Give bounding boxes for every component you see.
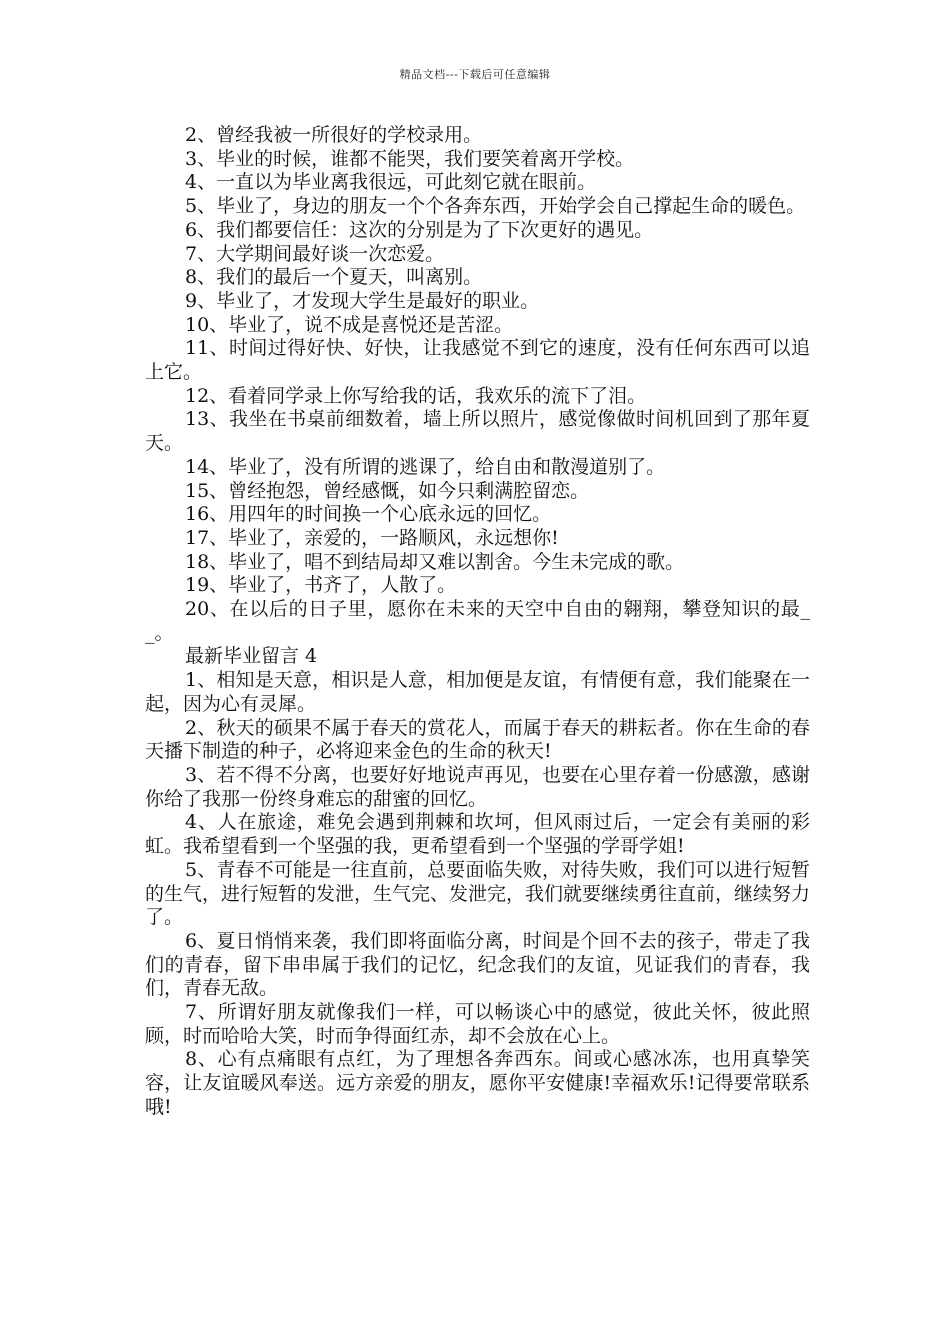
paragraph: 16、用四年的时间换一个心底永远的回忆。 [185,503,552,526]
paragraph: 7、大学期间最好谈一次恋爱。 [185,242,445,265]
paragraph: 7、所谓好朋友就像我们一样，可以畅谈心中的感觉，彼此关怀，彼此照顾，时而哈哈大笑，时而争得面红赤，却不会放在心上。 [145,1001,810,1047]
paragraph: 5、毕业了，身边的朋友一个个各奔东西，开始学会自己撑起生命的暖色。 [185,195,806,218]
paragraph: 18、毕业了，唱不到结局却又难以割舍。今生未完成的歌。 [185,550,685,573]
paragraph: 8、心有点痛眼有点红，为了理想各奔西东。间或心感冰冻，也用真挚笑容，让友谊暖风奉送。远方亲爱的朋友，愿你平安健康!幸福欢乐!记得要常联系哦! [145,1048,810,1118]
paragraph: 10、毕业了，说不成是喜悦还是苦涩。 [185,313,514,336]
paragraph: 3、毕业的时候，谁都不能哭，我们要笑着离开学校。 [185,147,635,170]
paragraph: 15、曾经抱怨，曾经感慨，如今只剩满腔留恋。 [185,479,590,502]
paragraph: 12、看着同学录上你写给我的话，我欢乐的流下了泪。 [185,384,647,407]
paragraph: 17、毕业了，亲爱的，一路顺风，永远想你! [185,526,559,549]
page-header: 精品文档---下载后可任意编辑 [399,68,551,81]
paragraph: 6、夏日悄悄来袭，我们即将面临分离，时间是个回不去的孩子，带走了我们的青春，留下串串属于我们的记忆，纪念我们的友谊，见证我们的青春，我们，青春无敌。 [145,929,810,1000]
paragraph: 4、人在旅途，难免会遇到荆棘和坎坷，但风雨过后，一定会有美丽的彩虹。我希望看到一个坚强的我，更希望看到一个坚强的学哥学姐! [145,811,810,858]
paragraph: 3、若不得不分离，也要好好地说声再见，也要在心里存着一份感激，感谢你给了我那一份终身难忘的甜蜜的回忆。 [145,763,810,810]
paragraph: 6、我们都要信任：这次的分别是为了下次更好的遇见。 [185,218,654,241]
paragraph: 13、我坐在书桌前细数着，墙上所以照片，感觉像做时间机回到了那年夏天。 [145,408,810,455]
paragraph: 11、时间过得好快、好快，让我感觉不到它的速度，没有任何东西可以追上它。 [145,337,810,384]
paragraph: 4、一直以为毕业离我很远，可此刻它就在眼前。 [185,171,597,194]
paragraph: 9、毕业了，才发现大学生是最好的职业。 [185,289,540,312]
paragraph: 20、在以后的日子里，愿你在未来的天空中自由的翱翔，攀登知识的最__。 [145,598,810,644]
paragraph: 2、曾经我被一所很好的学校录用。 [185,124,483,146]
paragraph: 19、毕业了，书齐了，人散了。 [185,574,457,597]
paragraph: 8、我们的最后一个夏天，叫离别。 [185,266,483,289]
section-heading: 最新毕业留言 4 [185,645,318,668]
paragraph: 2、秋天的硕果不属于春天的赏花人，而属于春天的耕耘者。你在生命的春天播下制造的种子，必将迎来金色的生命的秋天! [145,716,810,763]
document-body [145,124,810,1120]
paragraph: 14、毕业了，没有所谓的逃课了，给自由和散漫道别了。 [185,455,666,478]
paragraph: 5、青春不可能是一往直前，总要面临失败，对待失败，我们可以进行短暂的生气，进行短暂的发泄，生气完、发泄完，我们就要继续勇往直前，继续努力了。 [145,858,811,929]
paragraph: 1、相知是天意，相识是人意，相加便是友谊，有情便有意，我们能聚在一起，因为心有灵犀。 [145,669,810,715]
